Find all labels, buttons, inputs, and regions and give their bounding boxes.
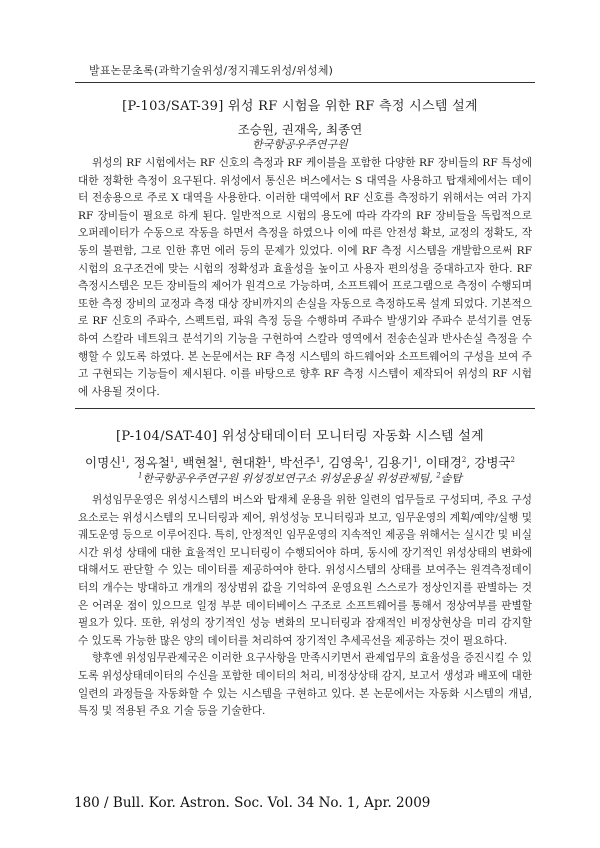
paper1-abstract — [78, 155, 532, 401]
paper1-title: [P-103/SAT-39] 위성 RF 시험을 위한 RF 측정 시스템 설계 — [122, 99, 478, 114]
author: 이명신$^1$ — [85, 455, 126, 470]
author: 강병국$^2$ — [474, 455, 515, 470]
author: 김용기$^1$ — [376, 455, 418, 470]
author: 김영욱$^1$ — [328, 455, 369, 470]
paper2-abstract-p2: 향후엔 위성임무관제국은 이러한 요구사항을 만족시키면서 관제업무의 효율성을 증진시킬 수 있도록 위성상태데이터의 수신을 포함한 데이터의 처리, 비정상상태 감지, 보고서 생성과 배포에 대한 일련의 과정들을 자동화할 수 있는 시스템을 구현하고 있다. 본 논문에서는 자동화 시스템의 개념, 특징 및 적용된 주요 기술 등을 기술한다. — [78, 652, 532, 718]
author: 정옥철$^1$ — [133, 455, 175, 470]
paper1-authors: 조승원, 권재욱, 최종연 — [237, 122, 363, 137]
author: 백현철$^1$ — [182, 455, 224, 470]
paper1-affiliation: 한국항공우주연구원 — [252, 138, 348, 151]
paper2-title: [P-104/SAT-40] 위성상태데이터 모니터링 자동화 시스템 설계 — [116, 429, 484, 444]
author: 현대환$^1$ — [230, 455, 272, 470]
page-footer: 180 / Bull. Kor. Astron. Soc. Vol. 34 No. 1, Apr. 2009 — [74, 795, 431, 811]
paper1-abstract-text: 위성의 RF 시험에서는 RF 신호의 측정과 RF 케이블을 포함한 다양한 RF 장비들의 RF 특성에 대한 정확한 측정이 요구된다. 위성에서 통신은 버스에서는 S 대역을 사용하고 탑재체에서는 데이터 전송용으로 주로 X 대역을 사용한다. 이러한 대역에서 RF 신호를 측정하기 위해서는 여러 가지 RF 장비들이 필요로 하게 된다. 일반적으로 시험의 용도에 따라 각각의 RF 장비들을 독립적으로 오퍼레이터가 수동으로 작동을 하면서 측정을 하였으나 이에 따른 안전성 확보, 교정의 정확도, 작동의 불편함, 그로 인한 휴먼 에러 등의 문제가 있었다. 이에 RF 측정 시스템을 개발함으로써 RF 시험의 요구조건에 맞는 시험의 정확성과 효율성을 높이고 사용자 편의성을 증대하고자 한다. RF 측정시스템은 모든 장비들의 제어가 원격으로 가능하며, 소프트웨어 프로그램으로 측정이 수행되며 또한 측정 장비의 교정과 측정 대상 장비까지의 손실을 자동으로 측정하도록 설계 되었다. 기본적으로 RF 신호의 주파수, 스펙트럼, 파워 측정 등을 수행하며 주파수 발생기와 주파수 분석기를 연동하여 스칼라 네트워크 분석기의 기능을 구현하여 스칼라 영역에서 전송손실과 반사손실 측정을 수행할 수 있도록 하였다. 본 논문에서는 RF 측정 시스템의 하드웨어와 소프트웨어의 구성을 보여 주고 구현되는 기능들이 제시된다. 이를 바탕으로 향후 RF 측정 시스템이 제작되어 위성의 RF 시험에 사용될 것이다. — [78, 157, 532, 398]
paper2-affiliation: $^1$한국항공우주연구원 위성정보연구소 위성운용실 위성관제팀, $^2$솔탑 — [138, 471, 462, 485]
paper2-abstract — [78, 492, 532, 721]
author: 박선주$^1$ — [279, 455, 321, 470]
running-header: 발표논문초록(과학기술위성/정지궤도위성/위성체) — [89, 64, 334, 77]
author: 이태경$^2$ — [425, 455, 467, 470]
section-rule — [75, 408, 535, 409]
paper2-abstract-p1: 위성임무운영은 위성시스템의 버스와 탑재체 운용을 위한 일련의 업무들로 구성되며, 주요 구성 요소로는 위성시스템의 모니터링과 제어, 위성성능 모니터링과 보고, 임무운영의 계획/예약/실행 및 궤도운영 등으로 이루어진다. 특히, 안정적인 임무운영의 지속적인 제공을 위해서는 실시간 및 비실시간 위성 상태에 대한 효율적인 모니터링이 수행되어야 하며, 동시에 장기적인 위성상태의 변화에 대해서도 판단할 수 있는 데이터를 제공하여야 한다. 위성시스템의 상태를 보여주는 원격측정데이터의 개수는 방대하고 개개의 정상범위 값을 기억하여 운영요원 스스로가 정상인지를 판별하는 것은 어려운 점이 있으므로 일정 부분 데이터베이스 구조로 소프트웨어를 통해서 정상여부를 판별할 필요가 있다. 또한, 위성의 장기적인 성능 변화의 모니터링과 잠재적인 비정상현상을 미리 감지할 수 있도록 가능한 많은 양의 데이터를 처리하여 장기적인 추세곡선을 제공하는 것이 필요하다. — [78, 494, 532, 647]
paper2-authors: 이명신$^1$, 정옥철$^1$, 백현철$^1$, 현대환$^1$, 박선주$^1$, 김영욱$^1$, 김용기$^1$, 이태경$^2$, 강병국$^2$ — [85, 455, 515, 470]
header-rule — [75, 82, 535, 83]
